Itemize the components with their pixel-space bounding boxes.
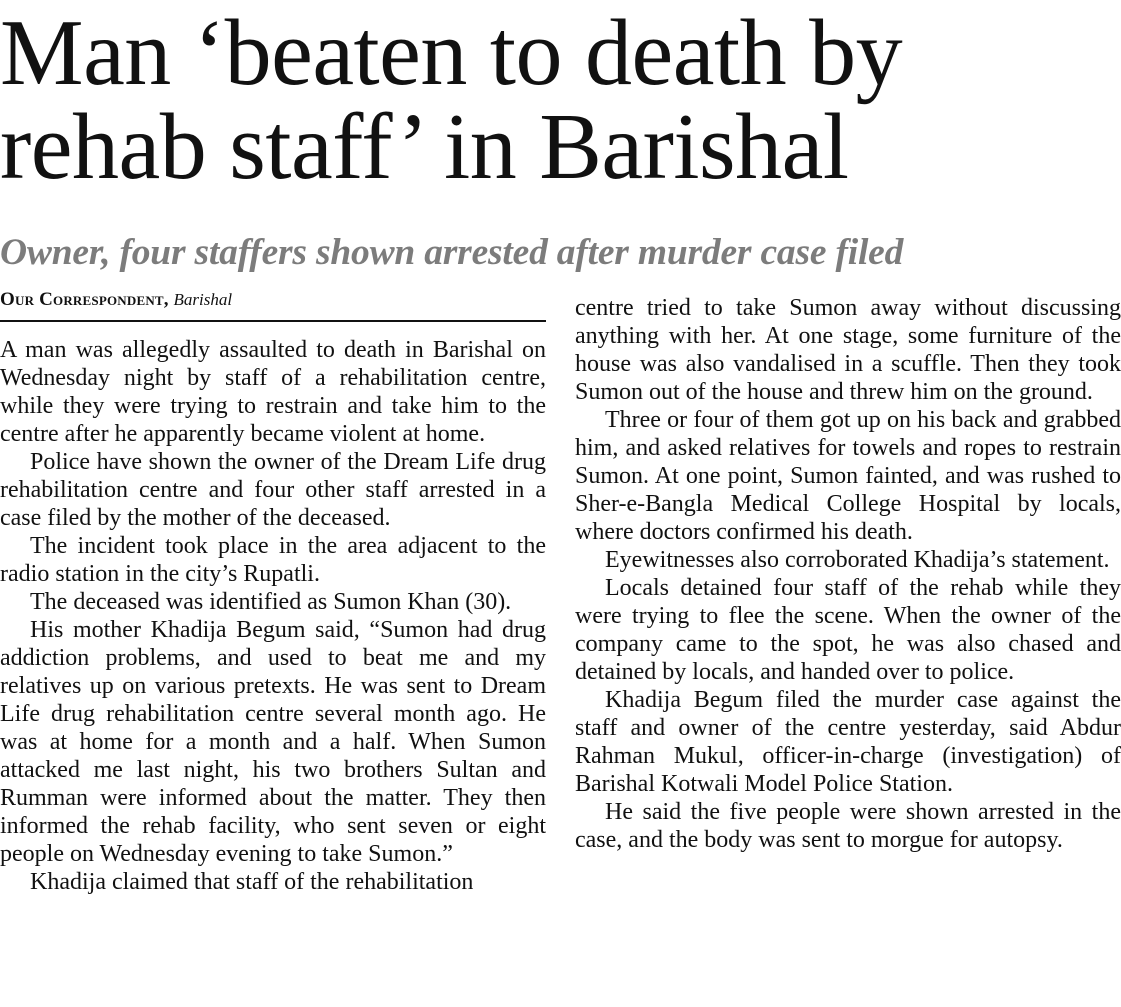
paragraph: Three or four of them got up on his back and grabbed him, and asked relatives for towels and ropes to restrain Sumon. At one point, Sumon fainted, and was rushed to Sher-e-Bangla Medical College Hospital by locals, where doctors confirmed his death. [575,407,1121,545]
article-column-right [575,294,1121,854]
paragraph: His mother Khadija Begum said, “Sumon had drug addiction problems, and used to beat me and my relatives up on various pretexts. He was sent to Dream Life drug rehabilitation centre several month ago. He was at home for a month and a half. When Sumon attacked me last night, his two brothers Sultan and Rumman were informed about the matter. They then informed the rehab facility, who sent seven or eight people on Wednesday evening to take Sumon.” [0,617,546,867]
paragraph: The deceased was identified as Sumon Khan (30). [30,589,512,615]
subheadline: Owner, four staffers shown arrested after murder case filed [0,232,904,273]
byline-place: Barishal [173,290,233,309]
paragraph: Police have shown the owner of the Dream Life drug rehabilitation centre and four other staff arrested in a case filed by the mother of the deceased. [0,449,546,531]
article-column-left [0,336,546,896]
paragraph: Khadija Begum filed the murder case against the staff and owner of the centre yesterday, said Abdur Rahman Mukul, officer-in-charge (investigation) of Barishal Kotwali Model Police Station. [575,687,1121,797]
paragraph: Locals detained four staff of the rehab while they were trying to flee the scene. When the owner of the company came to the spot, he was also chased and detained by locals, and handed over to police. [575,575,1121,685]
byline-name: Our Correspondent, [0,289,169,310]
headline: Man ‘beaten to death by rehab staff’ in Barishal [0,1,903,199]
paragraph: A man was allegedly assaulted to death in Barishal on Wednesday night by staff of a rehabilitation centre, while they were trying to restrain and take him to the centre after he apparently became violent at home. [0,337,546,447]
byline [0,287,546,313]
paragraph: The incident took place in the area adjacent to the radio station in the city’s Rupatli. [0,533,546,587]
byline-rule [0,320,546,322]
paragraph: centre tried to take Sumon away without discussing anything with her. At one stage, some furniture of the house was also vandalised in a scuffle. Then they took Sumon out of the house and threw him on the ground. [575,295,1121,405]
paragraph: Khadija claimed that staff of the rehabilitation [30,869,474,895]
paragraph: Eyewitnesses also corroborated Khadija’s statement. [605,547,1110,573]
paragraph: He said the five people were shown arrested in the case, and the body was sent to morgue for autopsy. [575,799,1121,853]
